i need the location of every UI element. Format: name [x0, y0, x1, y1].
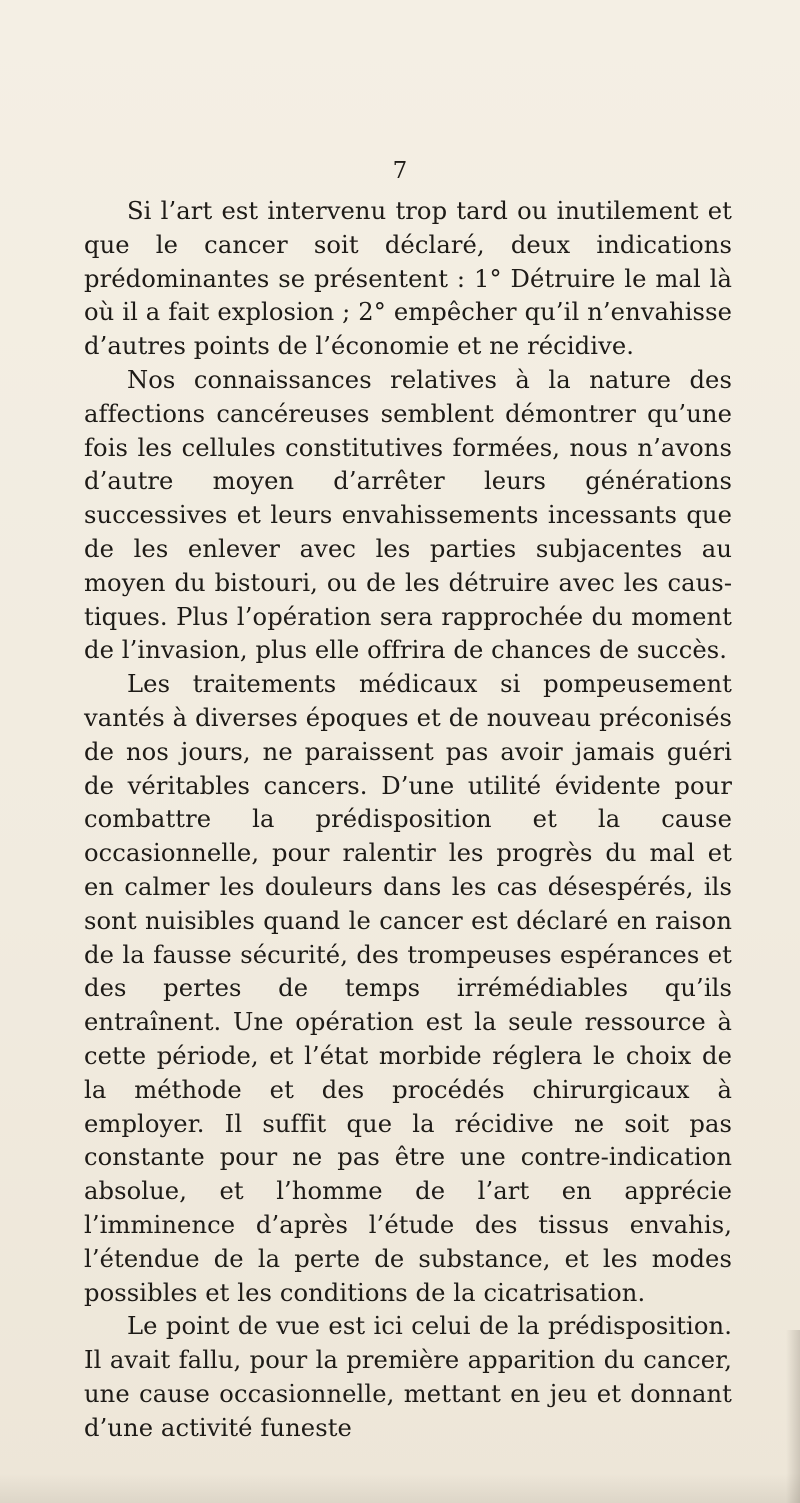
page-number: 7	[392, 158, 408, 184]
paragraph-art-intervenu: Si l’art est intervenu trop tard ou inutilement et que le cancer soit déclaré, deux indications prédominantes se présentent : 1° Détruire le mal là où il a fait explosion ; 2° empêcher qu’il n’envahisse d’autres points de l’économie et ne récidive.	[84, 197, 732, 361]
page-right-edge	[786, 1330, 800, 1503]
paragraph-traitements-medicaux: Les traitements médicaux si pompeusement vantés à diverses époques et de nouveau préconisés de nos jours, ne paraissent pas avoir jamais guéri de véritables cancers. D’une utilité évidente pour combattre la prédisposition et la cause occasionnelle, pour ralentir les progrès du mal et en calmer les douleurs dans les cas désespérés, ils sont nuisibles quand le cancer est déclaré en raison de la fausse sécurité, des trompeuses espérances et des pertes de temps irrémédiables qu’ils entraînent. Une opération est la seule ressource à cette période, et l’état morbide réglera le choix de la méthode et des procédés chirurgicaux à employer. Il suffit que la récidive ne soit pas constante pour ne pas être une contre-indication absolue, et l’homme de l’art en apprécie l’imminence d’après l’étude des tissus envahis, l’étendue de la perte de substance, et les modes possibles et les conditions de la cicatrisation.	[84, 670, 732, 1307]
body-text	[84, 195, 732, 1445]
paragraph-point-de-vue: Le point de vue est ici celui de la prédisposition. Il avait fallu, pour la première apparition du cancer, une cause occasionnelle, mettant en jeu et donnant d’une activité funeste	[84, 1312, 732, 1442]
paragraph-connaissances: Nos connaissances relatives à la nature des affections cancéreuses semblent démontrer qu’une fois les cellules constitutives formées, nous n’avons d’autre moyen d’arrêter leurs générations successives et leurs envahissements incessants que de les enlever avec les parties subjacentes au moyen du bistouri, ou de les détruire avec les caustiques. Plus l’opération sera rapprochée du moment de l’invasion, plus elle offrira de chances de succès.	[84, 365, 732, 665]
page-bottom-shadow	[0, 1473, 800, 1503]
